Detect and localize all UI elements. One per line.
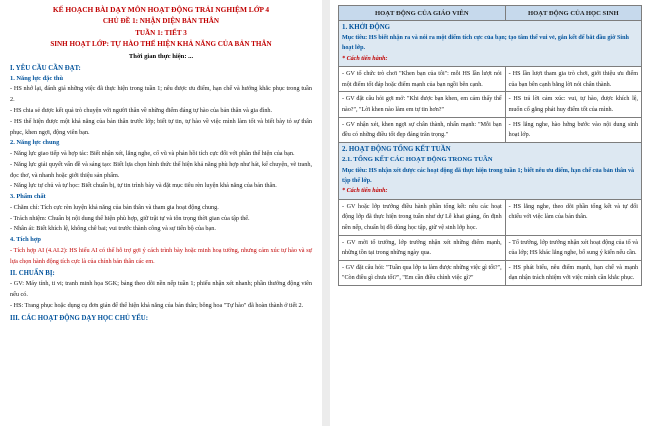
topic-heading: CHỦ ĐỀ 1: NHẬN DIỆN BẢN THÂN bbox=[102, 17, 220, 25]
lesson-heading: SINH HOẠT LỚP: TỰ HÀO THỂ HIỆN KHẢ NĂNG CỦA BẢN THÂN bbox=[50, 40, 272, 49]
student-cell: - Tổ trưởng, lớp trưởng nhận xét hoạt động của tổ và của lớp; HS khác lắng nghe, bổ sung ý kiến nếu cần. bbox=[505, 235, 641, 260]
teacher-cell: - GV đặt câu hỏi gợi mở: "Khi được bạn khen, em cảm thấy thế nào?", "Lời khen nào làm em tự tin hơn?" bbox=[339, 92, 506, 117]
activity-band-week-summary bbox=[339, 142, 642, 199]
section-preparation: II. CHUẨN BỊ: bbox=[10, 270, 55, 278]
table-row bbox=[339, 260, 642, 285]
student-cell: - HS lắng nghe, theo dõi phần tổng kết và tự đối chiếu với việc làm của bản thân. bbox=[505, 199, 641, 235]
student-cell: - HS lần lượt tham gia trò chơi, giới thiệu ưu điểm của bạn bên cạnh bằng lời nói chân thành. bbox=[505, 67, 641, 92]
week-heading: TUẦN 1: TIẾT 3 bbox=[135, 28, 187, 37]
document-header bbox=[10, 4, 312, 62]
section-requirements: I. YÊU CẦU CẦN ĐẠT: bbox=[10, 64, 81, 72]
student-cell: - HS trả lời cảm xúc: vui, tự hào, được khích lệ, muốn cố gắng phát huy điểm tốt của mình. bbox=[505, 92, 641, 117]
subsection-qualities: 3. Phẩm chất bbox=[10, 193, 46, 201]
subsection-general-competency: 2. Năng lực chung bbox=[10, 139, 60, 147]
table-header-row bbox=[339, 6, 642, 21]
paragraph: - Nhân ái: Biết khích lệ, không chê bai; vui trước thành công và sự tiến bộ của bạn. bbox=[10, 225, 216, 233]
paragraph: - Năng lực giải quyết vấn đề và sáng tạo: Biết lựa chọn hình thức thể hiện khả năng phù hợp như hát, kể chuyện, vẽ tranh, đọc thơ, và nhanh hoặc giới thiệu sản phẩm. bbox=[10, 160, 312, 179]
lesson-plan-page-right bbox=[330, 0, 650, 426]
student-cell: - HS lắng nghe, hào hứng bước vào nội dung sinh hoạt lớp. bbox=[505, 117, 641, 142]
student-cell: - HS phát biểu, nêu điểm mạnh, hạn chế và mạnh dạn nhận trách nhiệm với việc mình cần khắc phục. bbox=[505, 260, 641, 285]
paragraph: - Năng lực tự chủ và tự học: Biết chuẩn bị, tự tin trình bày và đặt mục tiêu rèn luyện khả năng của bản thân. bbox=[10, 182, 277, 190]
paragraph: - HS chia sẻ được kết quả trò chuyện với người thân về những điểm đáng tự hào của bản thân và gia đình. bbox=[10, 106, 273, 114]
procedure-label: * Cách tiến hành: bbox=[342, 188, 388, 195]
table-row bbox=[339, 235, 642, 260]
activity-goal: Mục tiêu: HS nhận xét được các hoạt động đã thực hiện trong tuần 1; biết nêu ưu điểm, hạn chế của bản thân và tập thể lớp. bbox=[342, 167, 635, 184]
lesson-plan-page-left bbox=[0, 0, 322, 426]
teacher-cell: - GV đặt câu hỏi: "Tuần qua lớp ta làm được những việc gì tốt?", "Còn điều gì chưa tốt?", "Em cần điều chỉnh việc gì?" bbox=[339, 260, 506, 285]
table-row bbox=[339, 117, 642, 142]
subsection-integration: 4. Tích hợp bbox=[10, 236, 41, 244]
paragraph: - Trách nhiệm: Chuẩn bị nội dung thể hiện phù hợp, giữ trật tự và tôn trọng thời gian của tập thể. bbox=[10, 214, 250, 222]
teacher-cell: - GV tổ chức trò chơi "Khen bạn của tôi": mỗi HS lần lượt nói một điểm tốt đáp hoặc điểm mạnh của bạn ngồi bên cạnh. bbox=[339, 67, 506, 92]
column-header-student: HOẠT ĐỘNG CỦA HỌC SINH bbox=[505, 6, 641, 21]
teacher-cell: - GV mời tổ trưởng, lớp trưởng nhận xét những điểm mạnh, những tồn tại trong những ngày qua. bbox=[339, 235, 506, 260]
paragraph: - HS nhớ lại, đánh giá những việc đã thực hiện trong tuần 1; nêu được ưu điểm, hạn chế và hướng khắc phục trong tuần 2. bbox=[10, 85, 312, 104]
ai-integration-paragraph: - Tích hợp AI (4.AI.2): HS hiểu AI có thể hỗ trợ gợi ý cách trình bày hoặc minh hoạ tưởng, nhưng cảm xúc tự hào và sự lựa chọn hành động tích cực là của chính bản thân các em. bbox=[10, 246, 312, 265]
procedure-label: * Cách tiến hành: bbox=[342, 55, 388, 62]
teacher-cell: - GV nhận xét, khen ngợi sự chân thành, nhấn mạnh: "Mỗi bạn đều có những điều tốt đẹp đáng trân trọng." bbox=[339, 117, 506, 142]
time-line: Thời gian thực hiện: ... bbox=[128, 52, 194, 60]
teacher-cell: - GV hoặc lớp trưởng điều hành phần tổng kết: nêu các hoạt động lớp đã thực hiện trong tuần như dự Lễ khai giảng, ổn định nền nếp, chuẩn bị đồ dùng học tập, giữ vệ sinh lớp học. bbox=[339, 199, 506, 235]
section-activities: III. CÁC HOẠT ĐỘNG DẠY HỌC CHỦ YẾU: bbox=[10, 314, 148, 322]
column-header-teacher: HOẠT ĐỘNG CỦA GIÁO VIÊN bbox=[339, 6, 506, 21]
activity-title: 2. HOẠT ĐỘNG TỔNG KẾT TUẦN bbox=[342, 145, 451, 153]
table-row bbox=[339, 199, 642, 235]
table-row bbox=[339, 67, 642, 92]
activities-table bbox=[338, 5, 642, 286]
subsection-specific-competency: 1. Năng lực đặc thù bbox=[10, 74, 64, 82]
table-row bbox=[339, 92, 642, 117]
activity-title: 1. KHỞI ĐỘNG bbox=[342, 24, 391, 31]
paragraph: - HS thể hiện được một khả năng của bản thân trước lớp; biết tự tin, tự hào về việc mình làm tốt và biết bày tỏ sự thân phục, khen ngợi, động viên bạn. bbox=[10, 117, 312, 136]
activity-subtitle: 2.1. TỔNG KẾT CÁC HOẠT ĐỘNG TRONG TUẦN bbox=[342, 155, 493, 163]
paragraph: - GV: Máy tính, ti vi; tranh minh họa SGK; bảng theo dõi nền nếp tuần 1; phiếu nhận xét nhanh; phần thưởng động viên nếu có. bbox=[10, 280, 312, 299]
paragraph: - HS: Trang phục hoặc dụng cụ đơn giản để thể hiện khả năng của bản thân; bông hoa "Tự hào" đã hoàn thành ở tiết 2. bbox=[10, 301, 304, 309]
document-title: KẾ HOẠCH BÀI DẠY MÔN HOẠT ĐỘNG TRẢI NGHIỆM LỚP 4 bbox=[52, 5, 270, 14]
paragraph: - Chăm chỉ: Tích cực rèn luyện khả năng của bản thân và tham gia hoạt động chung. bbox=[10, 203, 219, 211]
paragraph: - Năng lực giao tiếp và hợp tác: Biết nhận xét, lắng nghe, cổ vũ và phản hồi tích cực đối với phần thể hiện của bạn. bbox=[10, 149, 295, 157]
activity-band-warmup bbox=[339, 21, 642, 67]
activity-goal: Mục tiêu: HS biết nhận ra và nói ra một điểm tích cực của bạn; tạo tâm thế vui vẻ, gắn kết để bắt đầu giờ Sinh hoạt lớp. bbox=[342, 35, 629, 52]
